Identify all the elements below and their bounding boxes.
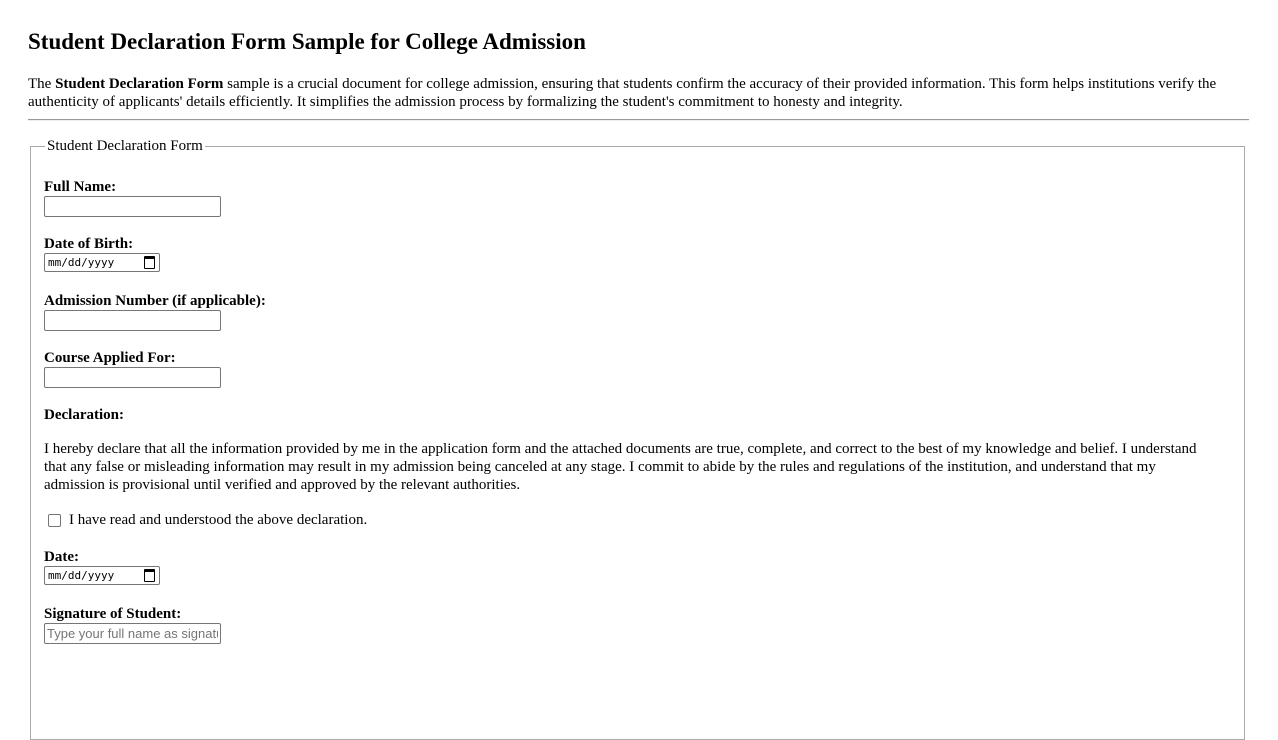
dob-input[interactable]	[44, 253, 160, 272]
dob-field	[44, 235, 160, 272]
signature-label: Signature of Student:	[44, 606, 182, 622]
fieldset-legend: Student Declaration Form	[47, 138, 203, 154]
course-label: Course Applied For:	[44, 350, 176, 366]
date-label: Date:	[44, 549, 79, 565]
signature-input[interactable]	[44, 623, 221, 644]
full-name-input[interactable]	[44, 196, 221, 217]
course-input[interactable]	[44, 367, 221, 388]
dob-placeholder: mm/dd/yyyy	[48, 256, 115, 269]
declaration-text: I hereby declare that all the information provided by me in the application form and the attached documents are true, complete, and correct to the best of my knowledge and belief. I understand that any false or misleading information may result in my admission being canceled at any stage. I commit to abide by the rules and regulations of the institution, and understand that my admission is provisional until verified and approved by the relevant authorities.	[44, 441, 1197, 493]
intro-bold: Student Declaration Form	[55, 76, 224, 92]
admission-number-input[interactable]	[44, 310, 221, 331]
intro-rest: sample is a crucial document for college admission, ensuring that students confirm the accuracy of their provided information. This form helps institutions verify the authenticity of applicants' details efficiently. It simplifies the admission process by formalizing the student's commitment to honesty and integrity.	[28, 76, 1217, 110]
checkbox-label[interactable]: I have read and understood the above declaration.	[69, 512, 368, 528]
date-input[interactable]	[44, 566, 160, 585]
full-name-label: Full Name:	[44, 179, 117, 195]
page-title: Student Declaration Form Sample for College Admission	[28, 29, 586, 54]
declaration-heading: Declaration:	[44, 407, 124, 423]
dob-label: Date of Birth:	[44, 236, 134, 252]
date-placeholder: mm/dd/yyyy	[48, 569, 115, 582]
calendar-icon[interactable]	[144, 569, 155, 582]
admission-field	[44, 292, 266, 331]
course-field	[44, 349, 221, 388]
declaration-heading-wrap	[44, 406, 124, 424]
admission-label: Admission Number (if applicable):	[44, 293, 266, 309]
intro-paragraph	[28, 75, 1243, 111]
divider	[28, 119, 1249, 121]
calendar-icon[interactable]	[144, 256, 155, 269]
full-name-field	[44, 178, 221, 217]
signature-field	[44, 605, 221, 644]
declaration-checkbox-row[interactable]	[48, 512, 367, 529]
date-field	[44, 548, 160, 585]
intro-prefix: The	[28, 76, 56, 92]
declaration-checkbox[interactable]	[48, 514, 61, 527]
